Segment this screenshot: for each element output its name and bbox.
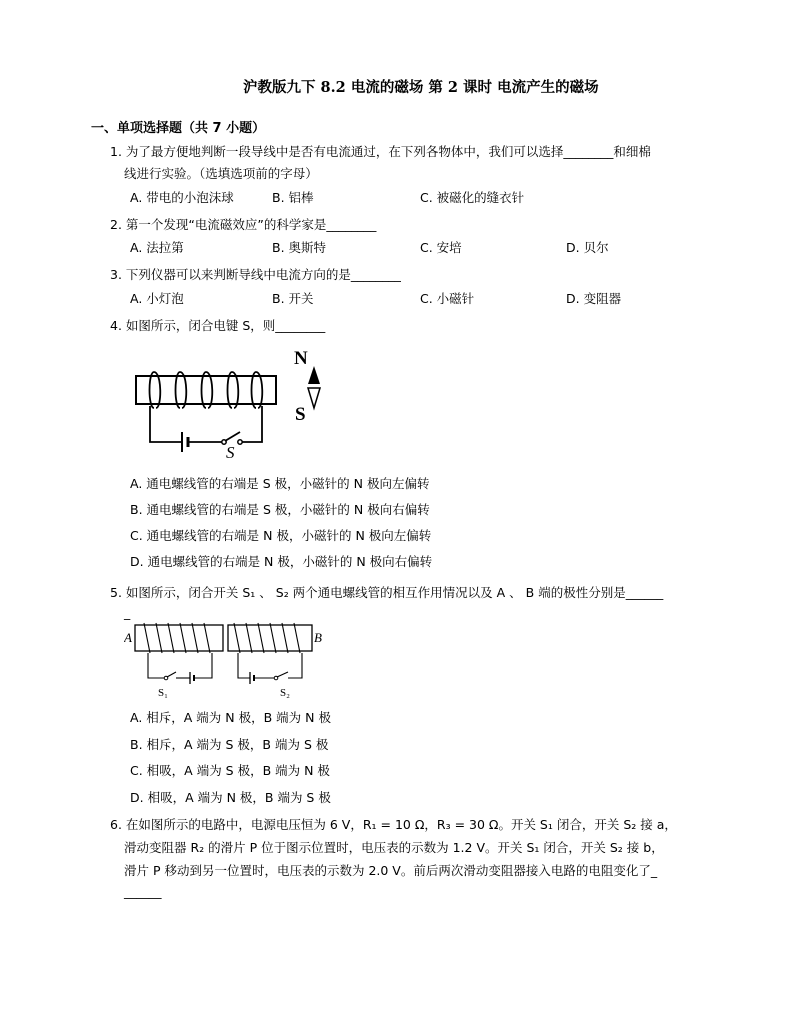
switch-s2-label: S₂ <box>280 687 290 699</box>
question-5-option-c[interactable]: C. 相吸，A 端为 S 极，B 端为 N 极 <box>130 763 330 778</box>
question-4-option-a[interactable]: A. 通电螺线管的右端是 S 极，小磁针的 N 极向左偏转 <box>130 476 430 491</box>
page-title: 沪教版九下 8.2 电流的磁场 第 2 课时 电流产生的磁场 <box>243 79 599 96</box>
question-1-option-c[interactable]: C. 被磁化的缝衣针 <box>420 190 525 205</box>
question-2-option-d[interactable]: D. 贝尔 <box>566 240 609 255</box>
question-6-stem: 6. 在如图所示的电路中，电源电压恒为 6 V，R₁ = 10 Ω，R₃ = 30 Ω。开关 S₁ 闭合，开关 S₂ 接 a， <box>110 817 677 832</box>
compass-north-label: N <box>294 348 308 369</box>
end-a-label: A <box>124 630 132 645</box>
question-6-stem-cont-3: ______ <box>124 884 162 899</box>
question-3-option-d[interactable]: D. 变阻器 <box>566 291 622 306</box>
question-1-stem: 1. 为了最方便地判断一段导线中是否有电流通过，在下列各物体中，我们可以选择________和细棉 <box>110 144 651 159</box>
question-6-stem-cont-1: 滑动变阻器 R₂ 的滑片 P 位于图示位置时，电压表的示数为 1.2 V。开关 S₁ 闭合，开关 S₂ 接 b， <box>124 840 664 855</box>
question-5-stem: 5. 如图所示，闭合开关 S₁ 、 S₂ 两个通电螺线管的相互作用情况以及 A 、 B 端的极性分别是______ <box>110 585 664 600</box>
section-heading: 一、单项选择题（共 7 小题） <box>91 121 266 136</box>
switch-label: S <box>226 443 235 458</box>
question-3-option-b[interactable]: B. 开关 <box>272 291 314 306</box>
question-5-option-b[interactable]: B. 相斥，A 端为 S 极，B 端为 S 极 <box>130 737 329 752</box>
question-3-option-c[interactable]: C. 小磁针 <box>420 291 475 306</box>
compass-needle-north <box>308 366 320 384</box>
compass-south-label: S <box>295 404 306 425</box>
question-2-stem: 2. 第一个发现“电流磁效应”的科学家是________ <box>110 217 377 232</box>
question-4-option-b[interactable]: B. 通电螺线管的右端是 S 极，小磁针的 N 极向右偏转 <box>130 502 430 517</box>
question-2-option-b[interactable]: B. 奥斯特 <box>272 240 327 255</box>
question-4-figure-solenoid-circuit <box>128 348 338 458</box>
end-b-label: B <box>314 630 322 645</box>
question-6-stem-cont-2: 滑片 P 移动到另一位置时，电压表的示数为 2.0 V。前后两次滑动变阻器接入电路的电阻变化了_ <box>124 863 658 878</box>
question-1-option-a[interactable]: A. 带电的小泡沫球 <box>130 190 234 205</box>
compass-needle-south <box>308 388 320 408</box>
question-4-option-c[interactable]: C. 通电螺线管的右端是 N 极，小磁针的 N 极向左偏转 <box>130 528 432 543</box>
question-2-option-a[interactable]: A. 法拉第 <box>130 240 184 255</box>
question-2-option-c[interactable]: C. 安培 <box>420 240 462 255</box>
question-5-stem-cont: _ <box>124 605 131 620</box>
question-5-option-d[interactable]: D. 相吸，A 端为 N 极，B 端为 S 极 <box>130 790 331 805</box>
question-5-option-a[interactable]: A. 相斥，A 端为 N 极，B 端为 N 极 <box>130 710 331 725</box>
question-5-figure-two-solenoids <box>124 620 334 700</box>
question-1-option-b[interactable]: B. 铝棒 <box>272 190 314 205</box>
question-4-stem: 4. 如图所示，闭合电键 S，则________ <box>110 318 326 333</box>
question-1-stem-cont: 线进行实验。（选填选项前的字母） <box>124 166 318 181</box>
question-3-stem: 3. 下列仪器可以来判断导线中电流方向的是________ <box>110 267 401 282</box>
question-4-option-d[interactable]: D. 通电螺线管的右端是 N 极，小磁针的 N 极向右偏转 <box>130 554 433 569</box>
question-3-option-a[interactable]: A. 小灯泡 <box>130 291 184 306</box>
switch-s1-label: S₁ <box>158 687 168 699</box>
